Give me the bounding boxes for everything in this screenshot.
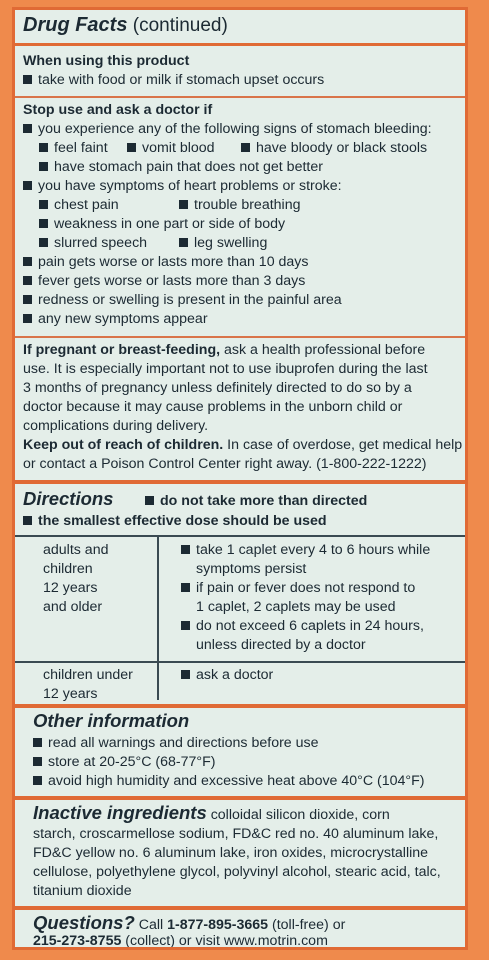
stop-item-4: any new symptoms appear [23,310,208,329]
inactive-line-4: cellulose, polyethylene glycol, polyvinyl alcohol, stearic acid, talc, [33,864,441,880]
pregnant-line-3: 3 months of pregnancy unless definitely directed to do so by a [23,380,412,396]
heart-item-5: leg swelling [179,234,267,253]
heart-intro: you have symptoms of heart problems or stroke: [23,177,342,196]
other-info-heading: Other information [33,710,190,731]
section-rule [15,704,465,708]
stop-item-2: fever gets worse or lasts more than 3 days [23,272,305,291]
inactive-heading: Inactive ingredients [33,802,207,823]
directions-note-2: the smallest effective dose should be used [23,512,327,531]
heart-item-1: chest pain [39,196,119,215]
page-title [23,12,228,39]
row1-line-4: 1 caplet, 2 caplets may be used [196,599,396,615]
section-rule [15,906,465,910]
row2-label-2: 12 years [43,686,98,702]
row1-label-1: adults and [43,542,109,558]
row1-line-3: if pain or fever does not respond to [181,579,415,598]
title-rule [15,43,465,46]
directions-heading: Directions [23,488,114,509]
divider [15,96,465,98]
other-info-header [33,710,189,733]
pregnant-line-5: complications during delivery. [23,418,209,434]
inactive-line-2: starch, croscarmellose sodium, FD&C red no. 40 aluminum lake, [33,826,439,842]
phone-collect: 215-273-8755 [33,933,122,949]
inactive-line-3: FD&C yellow no. 6 aluminum lake, iron oxides, microcrystalline [33,845,429,861]
title-rest: (continued) [127,15,228,36]
other-item-2: store at 20-25°C (68-77°F) [33,753,215,772]
bleeding-item-2: vomit blood [127,139,215,158]
keep-out-line-2: or contact a Poison Control Center right away. (1-800-222-1222) [23,456,427,472]
other-item-1: read all warnings and directions before use [33,734,319,753]
title-bold: Drug Facts [23,14,128,36]
row1-label-4: and older [43,599,103,615]
row1-line-6: unless directed by a doctor [196,637,366,653]
when-using-item: take with food or milk if stomach upset occurs [23,71,324,90]
row1-line-1: take 1 caplet every 4 to 6 hours while [181,541,430,560]
heart-item-2: trouble breathing [179,196,300,215]
stop-use-heading: Stop use and ask a doctor if [23,102,213,118]
bleeding-item-4: have stomach pain that does not get better [39,158,323,177]
drug-facts-panel [12,7,468,950]
phone-tollfree: 1-877-895-3665 [167,917,269,933]
inactive-line-1: Inactive ingredients colloidal silicon dioxide, corn [33,802,390,823]
divider [15,336,465,338]
questions-heading: Questions? [33,912,135,933]
stop-item-3: redness or swelling is present in the painful area [23,291,342,310]
pregnant-line-2: use. It is especially important not to use ibuprofen during the last [23,361,428,377]
pregnant-line-4: doctor because it may cause problems in the unborn child or [23,399,403,415]
directions-note-1: do not take more than directed [145,492,367,511]
stop-item-1: pain gets worse or lasts more than 10 days [23,253,309,272]
table-top [15,535,465,537]
section-rule [15,796,465,800]
when-using-heading: When using this product [23,53,190,69]
table-row-divider [15,661,465,663]
keep-out-line-1: Keep out of reach of children. In case of overdose, get medical help [23,437,463,453]
bleeding-item-3: have bloody or black stools [241,139,427,158]
row2-label-1: children under [43,667,133,683]
directions-header [23,488,113,511]
row1-label-3: 12 years [43,580,98,596]
heart-item-4: slurred speech [39,234,147,253]
row1-label-2: children [43,561,93,577]
section-rule [15,480,465,484]
bleeding-item-1: feel faint [39,139,108,158]
bleeding-intro: you experience any of the following signs of stomach bleeding: [23,120,432,139]
questions-line-2: 215-273-8755 (collect) or visit www.motrin.com [33,933,328,949]
row2-line-1: ask a doctor [181,666,273,685]
questions-line-1: Questions? Call 1-877-895-3665 (toll-free) or [33,912,346,933]
pregnant-line-1: If pregnant or breast-feeding, ask a health professional before [23,342,426,358]
row1-line-5: do not exceed 6 caplets in 24 hours, [181,617,424,636]
other-item-3: avoid high humidity and excessive heat above 40°C (104°F) [33,772,425,791]
row1-line-2: symptoms persist [196,561,307,577]
heart-item-3: weakness in one part or side of body [39,215,285,234]
table-divider [157,535,159,700]
inactive-line-5: titanium dioxide [33,883,132,899]
